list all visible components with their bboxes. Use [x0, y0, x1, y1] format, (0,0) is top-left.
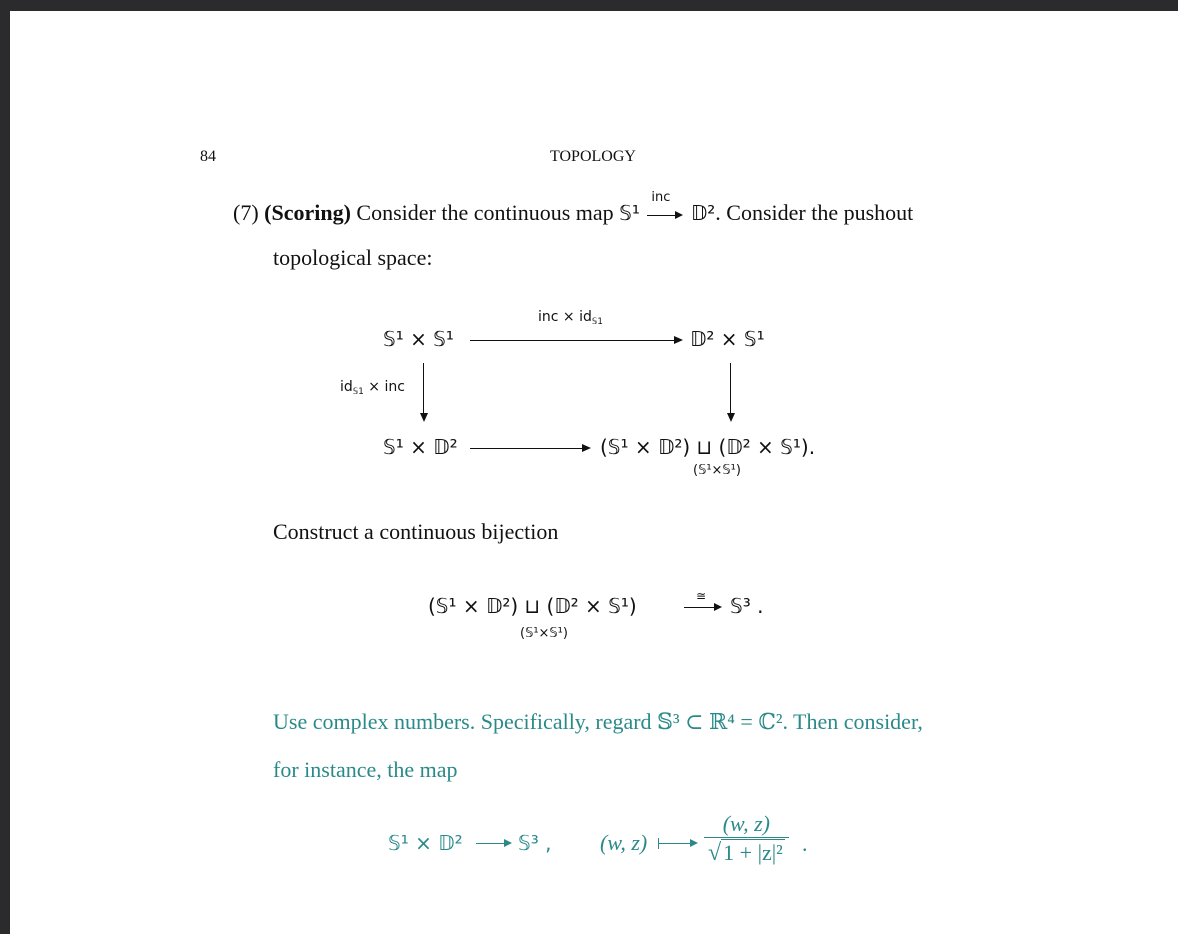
hint-map-codomain: 𝕊³ ,	[518, 831, 552, 855]
hint-line-2: for instance, the map	[273, 757, 458, 782]
iso-arrow: ≅	[684, 591, 726, 615]
diagram-bottom-right: (𝕊¹ × 𝔻²) ⊔ (𝔻² × 𝕊¹).	[600, 435, 816, 459]
hint-map-arrow	[476, 835, 516, 851]
problem-number: (7)	[233, 200, 259, 225]
inc-arrow	[645, 190, 685, 220]
hint-map-fraction: $\frac{(w, z)}{\text{√1 + |z|²}}$	[704, 811, 789, 867]
problem-tag: (Scoring)	[264, 200, 351, 225]
bijection-domain: (𝕊¹ × 𝔻²) ⊔ (𝔻² × 𝕊¹)	[428, 594, 637, 618]
map-source: 𝕊¹	[619, 201, 640, 225]
top-arrow-label: inc × $id_{𝕊1}$	[538, 309, 603, 328]
diagram-bottom-left: 𝕊¹ × 𝔻²	[383, 435, 458, 459]
diagram-top-left: 𝕊¹ × 𝕊¹	[383, 327, 454, 351]
bottom-arrow-head	[582, 444, 591, 452]
hint-map-end: .	[802, 831, 808, 856]
fraction-denominator: 1 + |z|²	[723, 840, 783, 865]
diagram-bottom-right-subscript: (𝕊¹×𝕊¹)	[693, 463, 741, 478]
left-arrow-label: $id_{𝕊1}$ × inc	[340, 379, 405, 398]
fraction-numerator: (w, z)	[704, 811, 789, 838]
hint-mapsto-arrow	[658, 835, 702, 851]
document-page	[10, 11, 1178, 934]
running-title: TOPOLOGY	[550, 148, 636, 165]
bijection-codomain: 𝕊³ .	[730, 594, 764, 618]
page-number: 84	[200, 148, 216, 165]
construct-text: Construct a continuous bijection	[273, 519, 559, 544]
hint-map-input: (w, z)	[600, 830, 648, 855]
hint-line-1: Use complex numbers. Specifically, regard 𝕊³ ⊂ ℝ⁴ = ℂ². Then consider,	[273, 709, 923, 734]
hint-map-domain: 𝕊¹ × 𝔻²	[388, 831, 463, 855]
diagram-top-right: 𝔻² × 𝕊¹	[690, 327, 765, 351]
problem-line-2: topological space:	[273, 245, 433, 270]
top-arrow-head	[674, 336, 683, 344]
left-arrow-head	[420, 413, 428, 422]
problem-line-1	[233, 190, 914, 226]
problem-text-end: . Consider the pushout	[715, 200, 914, 225]
left-arrow	[423, 363, 424, 415]
bijection-subscript: (𝕊¹×𝕊¹)	[520, 626, 568, 641]
right-arrow-head	[727, 413, 735, 422]
problem-text-start: Consider the continuous map	[356, 200, 614, 225]
map-target: 𝔻²	[690, 201, 716, 225]
top-arrow	[470, 340, 678, 341]
right-arrow	[730, 363, 731, 415]
bottom-arrow	[470, 448, 586, 449]
inc-label: inc	[651, 190, 671, 205]
